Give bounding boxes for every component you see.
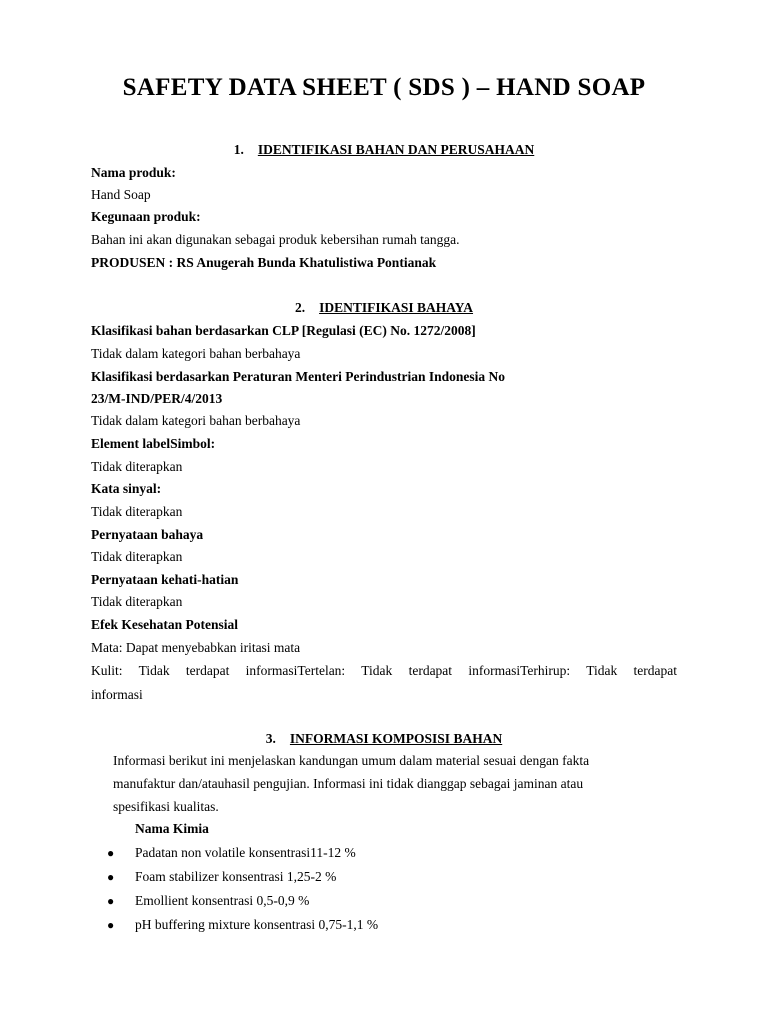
section-2-number: 2. [294, 300, 306, 315]
document-title: SAFETY DATA SHEET ( SDS ) – HAND SOAP [122, 74, 646, 101]
produsen-line: PRODUSEN : RS Anugerah Bunda Khatulistiwa Pontianak [91, 255, 437, 270]
efek-kulit-line: Kulit: Tidak terdapat informasiTertelan: Tidak terdapat informasiTerhirup: Tidak terdapat [91, 663, 677, 678]
komposisi-intro-line-3: spesifikasi kualitas. [113, 799, 219, 814]
efek-mata-line: Mata: Dapat menyebabkan iritasi mata [91, 640, 301, 655]
permen-classification-label-1: Klasifikasi berdasarkan Peraturan Menteri Perindustrian Indonesia No [91, 369, 506, 384]
composition-item-text: Padatan non volatile konsentrasi11-12 % [135, 845, 356, 860]
section-1-number: 1. [233, 142, 244, 157]
section-1-heading [0, 142, 768, 158]
section-3-number: 3. [265, 731, 276, 746]
permen-classification-value: Tidak dalam kategori bahan berbahaya [91, 413, 301, 428]
nama-kimia-subheading: Nama Kimia [135, 821, 209, 836]
section-1-title: IDENTIFIKASI BAHAN DAN PERUSAHAAN [257, 142, 535, 157]
pernyataan-kehati-hatian-label: Pernyataan kehati-hatian [91, 572, 239, 587]
efek-kulit-continuation: informasi [91, 687, 143, 702]
pernyataan-kehati-hatian-value: Tidak diterapkan [91, 594, 183, 609]
komposisi-intro-line-2: manufaktur dan/atauhasil pengujian. Informasi ini tidak dianggap sebagai jaminan atau [113, 776, 584, 791]
kegunaan-produk-value: Bahan ini akan digunakan sebagai produk kebersihan rumah tangga. [91, 232, 460, 247]
composition-list-item [107, 869, 336, 885]
section-3-title: INFORMASI KOMPOSISI BAHAN [289, 731, 503, 746]
kegunaan-produk-label: Kegunaan produk: [91, 209, 201, 224]
composition-list-item [107, 893, 309, 909]
composition-item-text: pH buffering mixture konsentrasi 0,75-1,1 % [135, 917, 379, 932]
permen-classification-label-2: 23/M-IND/PER/4/2013 [91, 391, 223, 406]
pernyataan-bahaya-value: Tidak diterapkan [91, 549, 183, 564]
section-2-heading [0, 300, 768, 316]
element-label-symbol-label: Element labelSimbol: [91, 436, 216, 451]
kata-sinyal-label: Kata sinyal: [91, 481, 162, 496]
bullet-icon: ● [107, 918, 115, 932]
composition-item-text: Emollient konsentrasi 0,5-0,9 % [135, 893, 310, 908]
bullet-icon: ● [107, 870, 115, 884]
nama-produk-value: Hand Soap [91, 187, 151, 202]
nama-produk-label: Nama produk: [91, 165, 176, 180]
composition-list-item [107, 917, 378, 933]
bullet-icon: ● [107, 894, 115, 908]
efek-kesehatan-label: Efek Kesehatan Potensial [91, 617, 238, 632]
section-2-title: IDENTIFIKASI BAHAYA [319, 300, 474, 315]
composition-list-item [107, 845, 356, 861]
kata-sinyal-value: Tidak diterapkan [91, 504, 183, 519]
clp-classification-value: Tidak dalam kategori bahan berbahaya [91, 346, 301, 361]
section-3-heading [0, 731, 768, 747]
pernyataan-bahaya-label: Pernyataan bahaya [91, 527, 204, 542]
element-label-symbol-value: Tidak diterapkan [91, 459, 183, 474]
clp-classification-label: Klasifikasi bahan berdasarkan CLP [Regulasi (EC) No. 1272/2008] [91, 323, 476, 338]
komposisi-intro-line-1: Informasi berikut ini menjelaskan kandungan umum dalam material sesuai dengan fakta [113, 753, 590, 768]
composition-item-text: Foam stabilizer konsentrasi 1,25-2 % [135, 869, 337, 884]
bullet-icon: ● [107, 846, 115, 860]
